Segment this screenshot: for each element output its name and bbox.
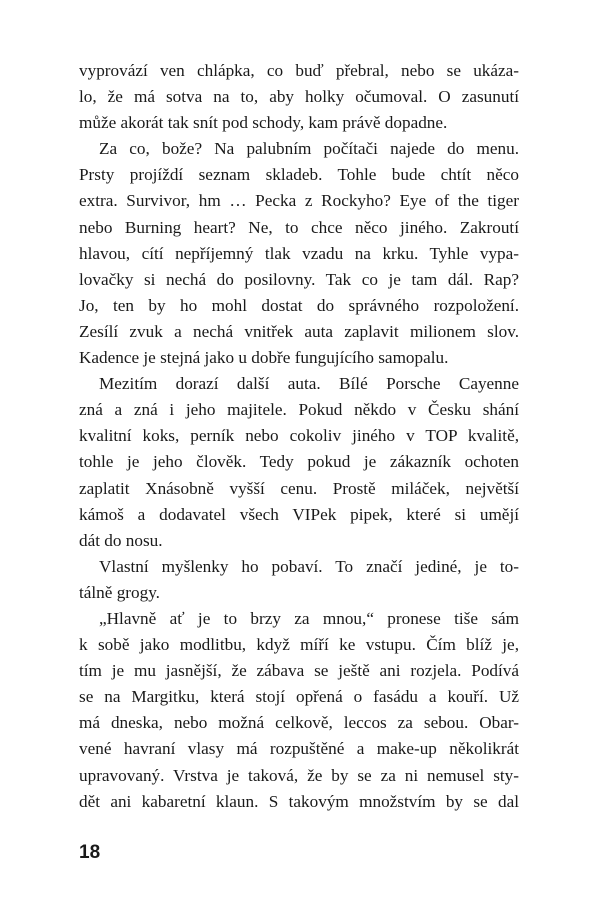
text-line: Jo, ten by ho mohl dostat do správného rozpoložení. xyxy=(79,295,519,315)
text-line: upravovaný. Vrstva je taková, že by se za ni nemusel sty- xyxy=(79,765,519,785)
text-line: Za co, bože? Na palubním počítači najede do menu. xyxy=(99,139,519,159)
text-line: kámoš a dodavatel všech VIPek pipek, které si umějí xyxy=(79,504,519,524)
text-line: Prsty projíždí seznam skladeb. Tohle bude chtít něco xyxy=(79,165,519,185)
text-line: Zesílí zvuk a nechá vnitřek auta zaplavit milionem slov. xyxy=(79,321,519,341)
text-line: kvalitní koks, perník nebo cokoliv jiného v TOP kvalitě, xyxy=(79,426,519,446)
text-line: se na Margitku, která stojí opřená o fasádu a kouří. Už xyxy=(79,687,519,707)
text-line: Kadence je stejná jako u dobře fungujícího samopalu. xyxy=(79,348,449,368)
text-line: hlavou, cítí nepříjemný tlak vzadu na krku. Tyhle vypa- xyxy=(79,243,519,263)
text-line: vyprovází ven chlápka, co buď přebral, nebo se ukáza- xyxy=(79,61,519,80)
book-page-text xyxy=(79,58,519,815)
text-line: tálně grogy. xyxy=(79,582,160,602)
page-number: 18 xyxy=(79,842,101,863)
text-line: může akorát tak snít pod schody, kam právě dopadne. xyxy=(79,113,448,133)
text-line: zaplatit Xnásobně vyšší cenu. Prostě miláček, největší xyxy=(79,478,519,498)
text-line: „Hlavně ať je to brzy za mnou,“ pronese tiše sám xyxy=(99,608,519,628)
text-line: Vlastní myšlenky ho pobaví. To značí jediné, je to- xyxy=(99,556,519,576)
text-line: Mezitím dorazí další auta. Bílé Porsche Cayenne xyxy=(99,374,519,394)
text-line: nebo Burning heart? Ne, to chce něco jiného. Zakroutí xyxy=(79,217,519,237)
text-line: extra. Survivor, hm … Pecka z Rockyho? Eye of the tiger xyxy=(79,191,519,211)
text-line: k sobě jako modlitbu, když míří ke vstupu. Čím blíž je, xyxy=(79,635,519,655)
text-line: lo, že má sotva na to, aby holky očumoval. O zasunutí xyxy=(79,87,519,107)
text-line: lovačky si nechá do posilovny. Tak co je tam dál. Rap? xyxy=(79,269,519,289)
text-line: zná a zná i jeho majitele. Pokud někdo v Česku shání xyxy=(79,400,519,420)
text-line: má dneska, nebo možná celkově, leccos za sebou. Obar- xyxy=(79,713,519,733)
text-line: tím je mu jasnější, že zábava se ještě ani rozjela. Podívá xyxy=(79,661,519,681)
text-line: tohle je jeho člověk. Tedy pokud je zákazník ochoten xyxy=(79,452,519,472)
text-line: dět ani kabaretní klaun. S takovým množstvím by se dal xyxy=(79,791,519,811)
text-line: dát do nosu. xyxy=(79,530,163,550)
text-line: vené havraní vlasy má rozpuštěné a make-up několikrát xyxy=(79,739,519,759)
